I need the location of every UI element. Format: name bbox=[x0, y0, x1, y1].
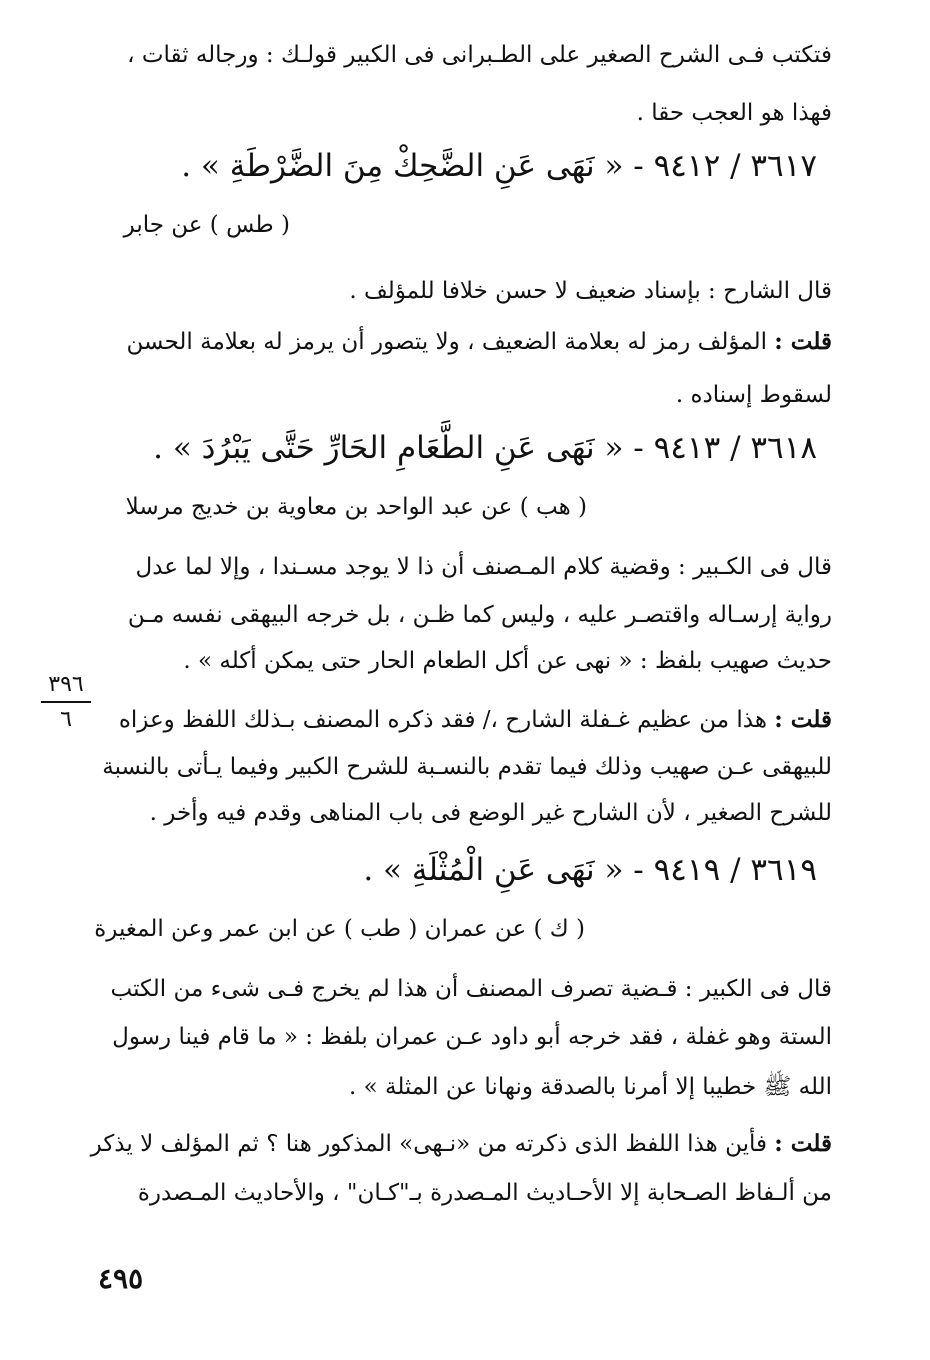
rebuttal-line bbox=[91, 1130, 832, 1159]
margin-reference bbox=[38, 672, 94, 733]
margin-divider bbox=[41, 701, 91, 703]
rebuttal-lead: قلت : bbox=[774, 328, 832, 355]
hadith-source-3618: ( هب ) عن عبد الواحد بن معاوية بن خديج مرسلا bbox=[125, 494, 587, 520]
commentary-line: رواية إرسـاله واقتصـر عليه ، وليس كما ظـن ، بل خرجه البيهقى نفسه مـن bbox=[127, 602, 832, 628]
margin-reference-top: ٣٩٦ bbox=[48, 672, 84, 697]
commentary-line: الستة وهو غفلة ، فقد خرجه أبو داود عـن عمران بلفظ : « ما قام فينا رسول bbox=[112, 1024, 832, 1050]
text-line: فهذا هو العجب حقا . bbox=[636, 100, 832, 126]
rebuttal-text: هذا من عظيم غـفلة الشارح ،/ فقد ذكره المصنف بـذلك اللفظ وعزاه bbox=[118, 707, 775, 733]
rebuttal-line bbox=[127, 328, 832, 357]
hadith-heading-3617: ٣٦١٧ / ٩٤١٢ - « نَهَى عَنِ الضَّحِكْ مِنَ الضَّرْطَةِ » . bbox=[181, 148, 817, 184]
rebuttal-text: فأين هذا اللفظ الذى ذكرته من «نـهى» المذكور هنا ؟ ثم المؤلف لا يذكر bbox=[90, 1131, 775, 1157]
hadith-source-3619: ( ك ) عن عمران ( طب ) عن ابن عمر وعن المغيرة bbox=[94, 916, 585, 942]
hadith-source-3617: ( طس ) عن جابر bbox=[123, 212, 290, 238]
commentary-line: قال فى الكـبير : وقضية كلام المـصنف أن ذا لا يوجد مسـندا ، وإلا لما عدل bbox=[135, 554, 832, 580]
hadith-heading-3619: ٣٦١٩ / ٩٤١٩ - « نَهَى عَنِ الْمُثْلَةِ » . bbox=[363, 852, 817, 888]
text-line: للبيهقى عـن صهيب وذلك فيما تقدم بالنسـبة للشرح الكبير وفيما يـأتى بالنسبة bbox=[102, 754, 832, 780]
commentary-line: قال فى الكبير : قـضية تصرف المصنف أن هذا لم يخرج فـى شىء من الكتب bbox=[110, 976, 832, 1002]
hadith-heading-3618: ٣٦١٨ / ٩٤١٣ - « نَهَى عَنِ الطَّعَامِ الحَارِّ حَتَّى يَبْرُدَ » . bbox=[153, 430, 817, 466]
text-line: فتكتب فـى الشرح الصغير على الطـبرانى فى الكبير قولـك : ورجاله ثقات ، bbox=[127, 42, 832, 68]
commentary-line: حديث صهيب بلفظ : « نهى عن أكل الطعام الحار حتى يمكن أكله » . bbox=[183, 648, 832, 674]
commentary-line: الله ﷺ خطيبا إلا أمرنا بالصدقة ونهانا عن المثلة » . bbox=[348, 1074, 832, 1100]
rebuttal-lead: قلت : bbox=[774, 1130, 832, 1157]
text-line: من ألـفاظ الصـحابة إلا الأحـاديث المـصدرة بـ"كـان" ، والأحاديث المـصدرة bbox=[137, 1180, 832, 1206]
rebuttal-lead: قلت : bbox=[774, 706, 832, 733]
rebuttal-line bbox=[119, 706, 832, 735]
text-line: للشرح الصغير ، لأن الشارح غير الوضع فى باب المناهى وقدم فيه وأخر . bbox=[149, 800, 832, 826]
commentary-line: قال الشارح : بإسناد ضعيف لا حسن خلافا للمؤلف . bbox=[349, 278, 832, 304]
rebuttal-text: المؤلف رمز له بعلامة الضعيف ، ولا يتصور أن يرمز له بعلامة الحسن bbox=[126, 329, 775, 355]
text-line: لسقوط إسناده . bbox=[675, 382, 832, 408]
page-number: ٤٩٥ bbox=[98, 1262, 144, 1295]
margin-reference-bottom: ٦ bbox=[60, 707, 72, 733]
